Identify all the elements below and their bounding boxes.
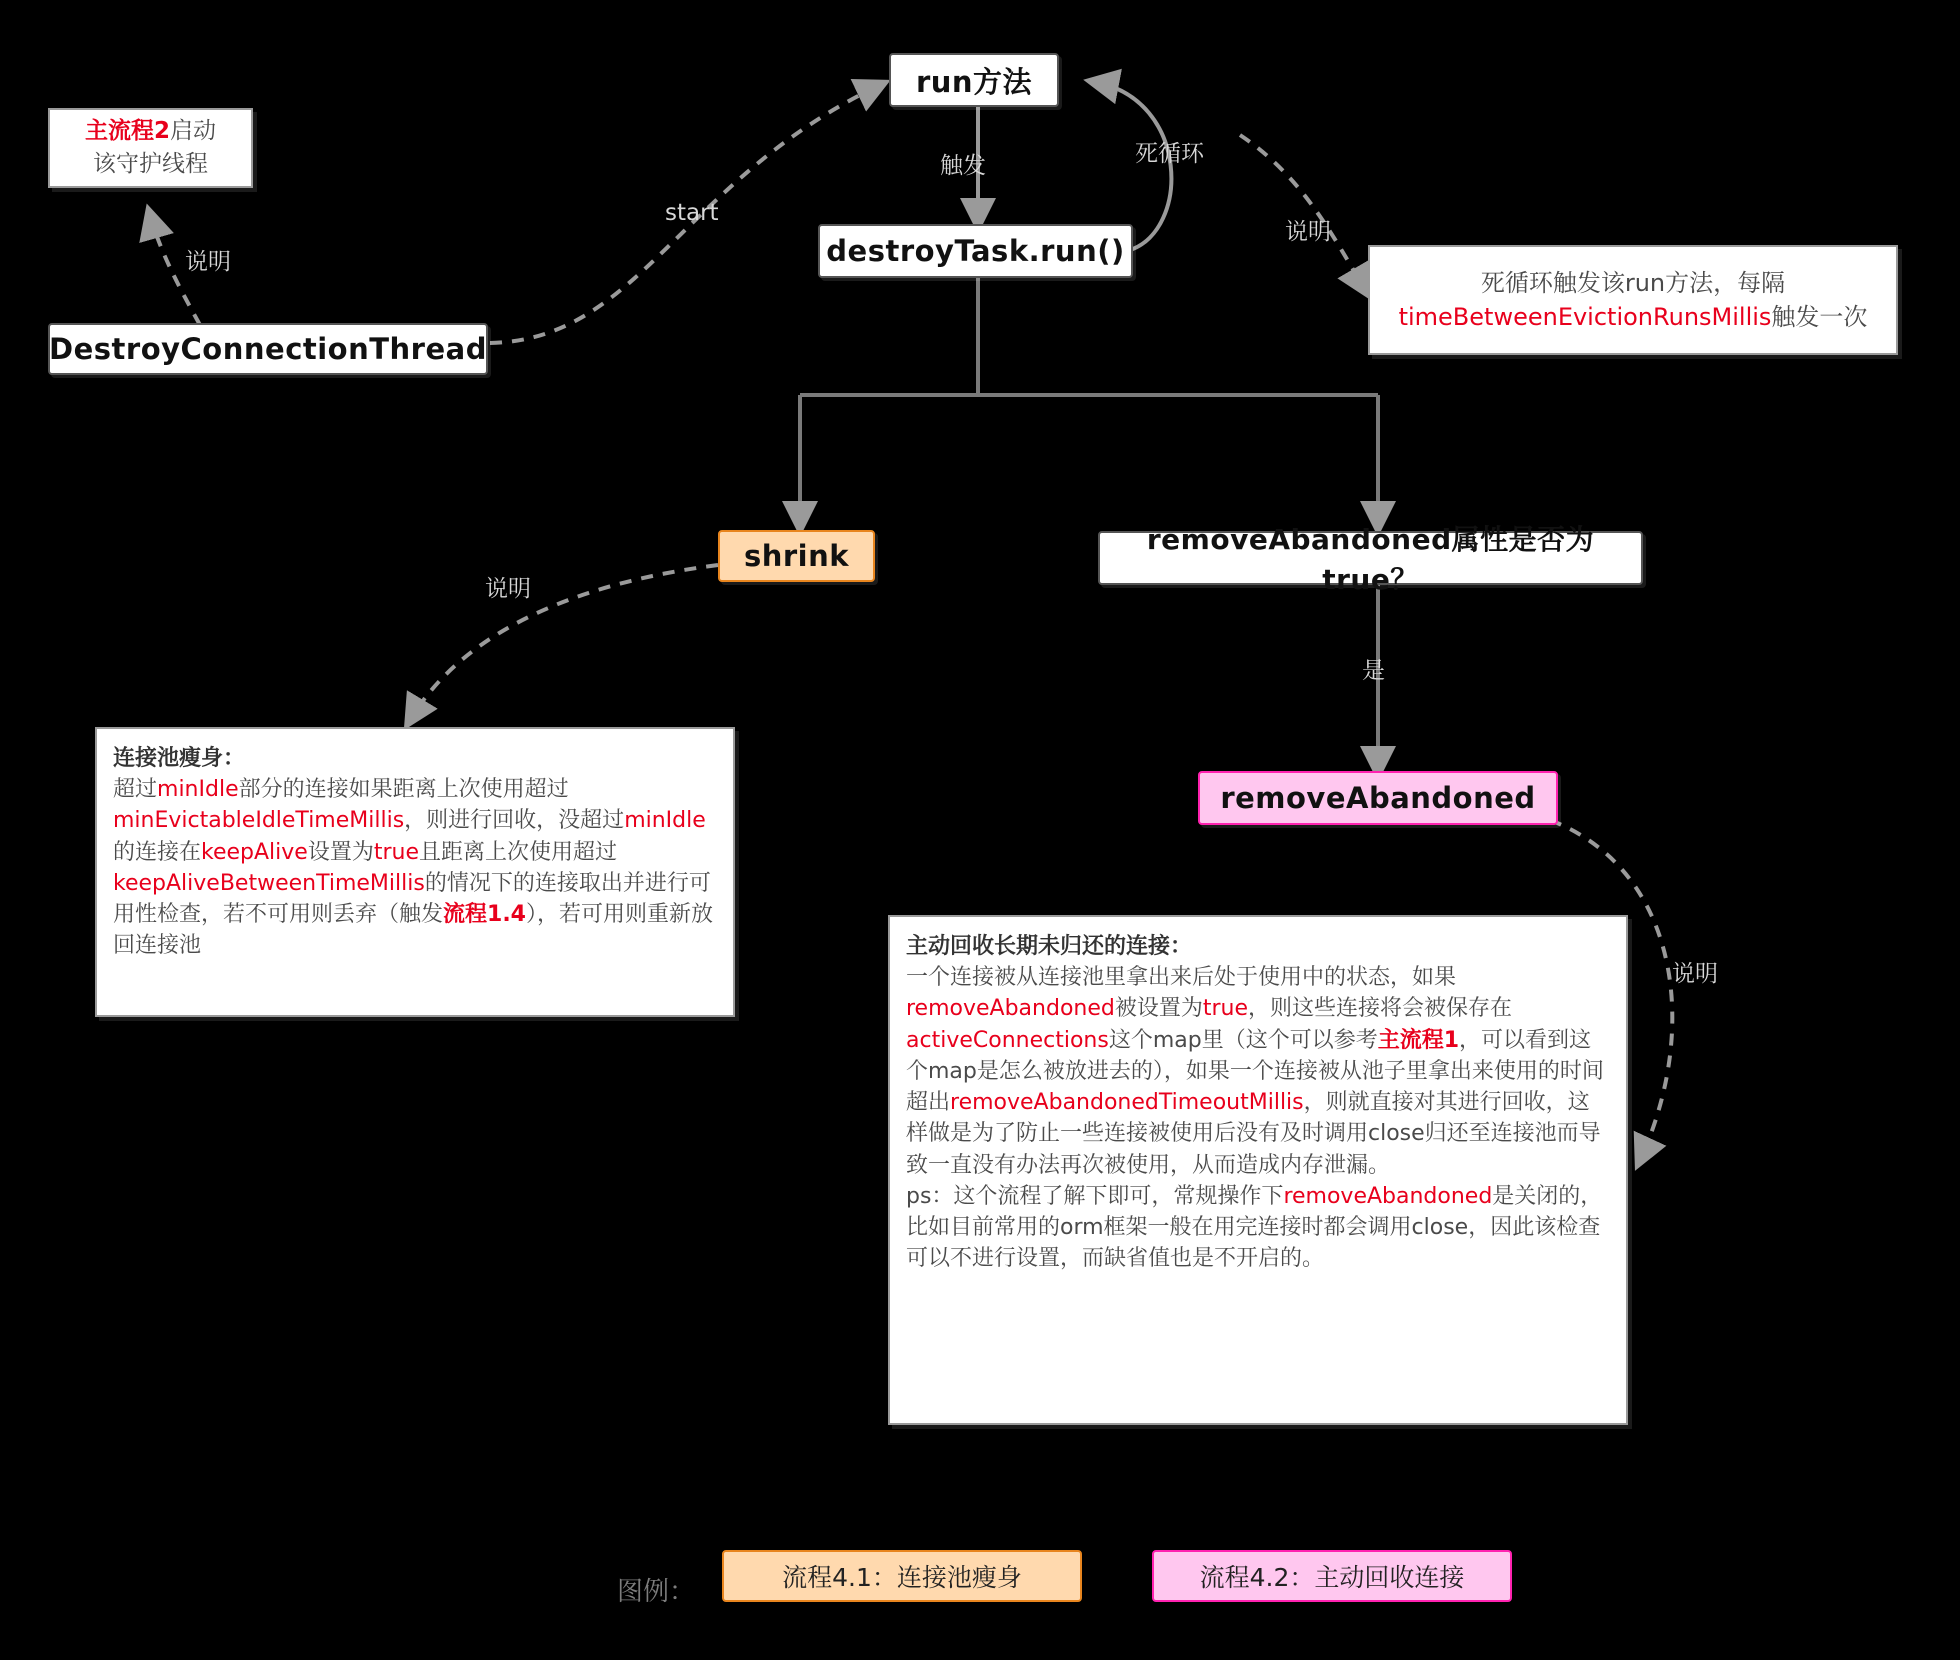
node-destroy-connection-thread[interactable]: [48, 323, 488, 375]
node-destroy-task-run[interactable]: [818, 224, 1133, 278]
legend-item-2-label: 流程4.2：主动回收连接: [1199, 1563, 1465, 1592]
node-remove-abandoned-condition-label: removeAbandoned属性是否为true？: [1146, 523, 1595, 596]
edge-label-start: start: [665, 200, 719, 226]
edge-label-trigger: 触发: [940, 153, 986, 179]
note-dead-loop-line1: 死循环触发该run方法，每隔: [1480, 268, 1786, 297]
legend-item-1: [722, 1550, 1082, 1602]
main-flow-2-bold: 主流程2: [84, 118, 170, 145]
legend-item-1-label: 流程4.1：连接池瘦身: [782, 1563, 1022, 1592]
note-dead-loop-line2: 触发一次: [1771, 303, 1868, 331]
main-flow-2-rest: 启动: [170, 118, 216, 145]
node-remove-abandoned-label: removeAbandoned: [1220, 781, 1536, 815]
edge-label-explain-1: 说明: [185, 249, 231, 275]
edge-label-explain-4: 说明: [1672, 961, 1718, 987]
node-run-method[interactable]: [889, 53, 1059, 107]
note-dead-loop: [1368, 245, 1898, 355]
node-remove-abandoned-condition[interactable]: [1098, 523, 1643, 596]
edge-label-yes: 是: [1362, 658, 1385, 684]
node-destroy-task-run-label: destroyTask.run(): [826, 234, 1125, 268]
node-shrink[interactable]: [718, 530, 875, 582]
node-shrink-label: shrink: [743, 539, 850, 573]
node-remove-abandoned[interactable]: [1198, 771, 1558, 825]
note-shrink-detail: [95, 727, 735, 1017]
legend-item-2: [1152, 1550, 1512, 1602]
node-destroy-connection-thread-label: DestroyConnectionThread: [49, 332, 487, 366]
legend-title: 图例：: [617, 1577, 696, 1607]
note-remove-abandoned-title: 主动回收长期未归还的连接：: [906, 934, 1193, 959]
note-remove-abandoned-detail: [888, 915, 1628, 1425]
main-flow-2-line2: 该守护线程: [93, 151, 208, 177]
edge-label-explain-3: 说明: [485, 576, 531, 602]
note-main-flow-2: [48, 108, 253, 188]
note-shrink-title: 连接池瘦身：: [113, 746, 246, 771]
note-shrink-body: 超过minIdle部分的连接如果距离上次使用超过minEvictableIdleTimeMillis，则进行回收，没超过minIdle的连接在keepAlive设置为true且距离上次使用超过keepAliveBetweenTimeMillis的情况下的连接取出并进行可用性检查，若不可用则丢弃（触发流程1.4），若可用则重新放回连接池: [113, 777, 714, 959]
note-remove-abandoned-body: 一个连接被从连接池里拿出来后处于使用中的状态，如果removeAbandoned被设置为true，则这些连接将会被保存在activeConnections这个map里（这个可以参考主流程1，可以看到这个map是怎么被放进去的），如果一个连接被从池子里拿出来使用的时间超出removeAbandonedTimeoutMillis，则就直接对其进行回收，这样做是为了防止一些连接被使用后没有及时调用close归还至连接池而导致一直没有办法再次被使用，从而造成内存泄漏。 ps：这个流程了解下即可，常规操作下removeAbandoned是关闭的，比如目前常用的orm框架一般在用完连接时都会调用close，因此该检查可以不进行设置，而缺省值也是不开启的。: [906, 965, 1604, 1272]
note-dead-loop-red: timeBetweenEvictionRunsMillis: [1398, 303, 1772, 331]
edge-label-explain-2: 说明: [1285, 219, 1331, 245]
node-run-method-label: run方法: [915, 64, 1033, 99]
edge-label-dead-loop: 死循环: [1135, 141, 1204, 167]
